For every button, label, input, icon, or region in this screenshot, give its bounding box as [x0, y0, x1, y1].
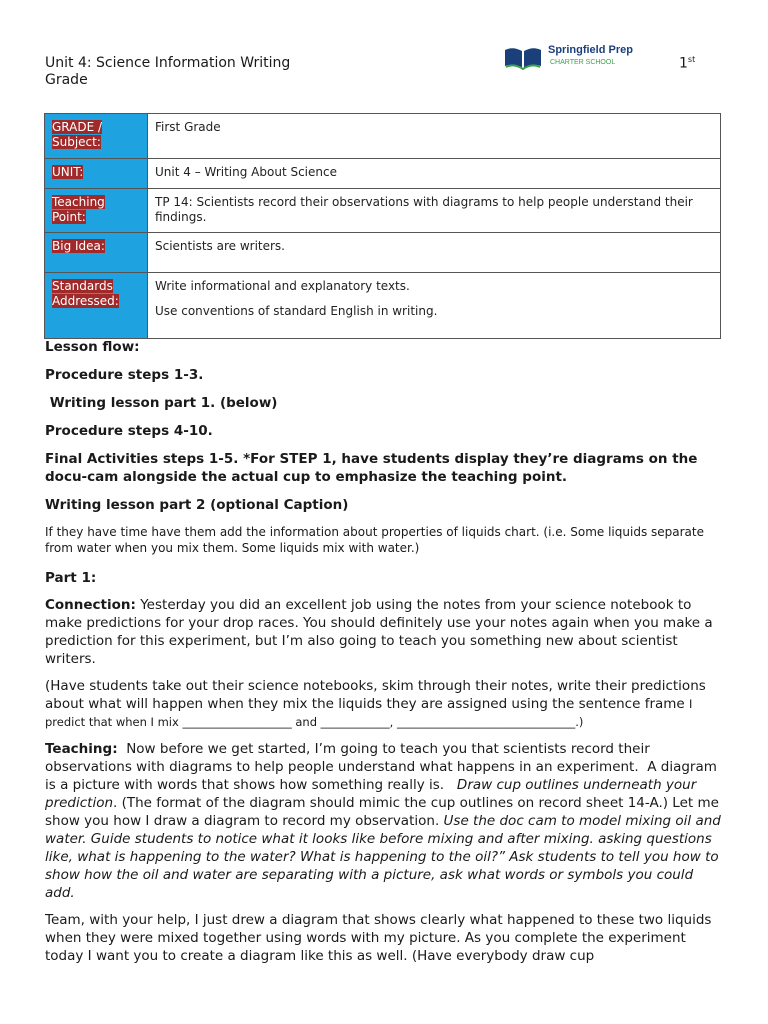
lesson-info-table	[44, 113, 721, 339]
row-value: Unit 4 – Writing About Science	[148, 159, 721, 189]
teaching-paragraph	[45, 740, 725, 902]
row-value: Scientists are writers.	[148, 233, 721, 273]
teaching-italic-1: Draw cup outlines underneath your prediction	[45, 777, 697, 811]
writing-lesson-2: Writing lesson part 2 (optional Caption)	[45, 497, 349, 513]
grade-suffix: st	[687, 55, 696, 64]
row-label: UNIT:	[52, 165, 84, 179]
table-row	[45, 273, 721, 339]
open-book-icon	[503, 46, 543, 70]
grade-number: 1	[679, 55, 688, 72]
table-row	[45, 233, 721, 273]
document-title	[45, 55, 345, 89]
standard-line: Write informational and explanatory texts.	[155, 279, 410, 293]
row-value: First Grade	[148, 114, 721, 159]
sentence-frame: I predict that when I mix ___________________ and ____________, _______________________________.)	[45, 697, 693, 729]
procedure-steps-2: Procedure steps 4-10.	[45, 423, 213, 439]
teaching-text-1: Now before we get started, I’m going to teach you that scientists record their observations with diagrams to help people understand what happens in an experiment. A diagram is a picture with words that shows how something really is.	[45, 741, 722, 793]
title-line-1: Unit 4: Science Information Writing	[45, 55, 291, 71]
procedure-steps-1: Procedure steps 1-3.	[45, 367, 204, 383]
lesson-flow-heading: Lesson flow:	[45, 339, 140, 355]
connection-paragraph	[45, 596, 725, 668]
row-label: GRADE / Subject:	[52, 120, 103, 149]
row-label: Big Idea:	[52, 239, 105, 253]
table-row	[45, 114, 721, 159]
table-row	[45, 189, 721, 233]
team-paragraph: Team, with your help, I just drew a diagram that shows clearly what happened to these two liquids when they were mixed together using words with my picture. As you complete the experiment today I want you to create a diagram like this as well. (Have everybody draw cup	[45, 912, 712, 964]
teaching-italic-2: Use the doc cam to model mixing oil and water. Guide students to notice what it looks like before mixing and after mixing. asking questions like, what is happening to the water? What is happening to the oil?” Ask students to tell you how to show how the oil and water are separating with a picture, ask what words or symbols you could add.	[45, 813, 721, 901]
row-label: Standards Addressed:	[52, 279, 119, 308]
lesson-body	[45, 338, 725, 965]
title-line-2: Grade	[45, 72, 88, 88]
logo-name: Springfield Prep	[548, 44, 633, 56]
part-1-heading: Part 1:	[45, 570, 97, 586]
grade-label	[679, 55, 695, 72]
teaching-text-2: . (The format of the diagram should mimic the cup outlines on record sheet 14-A.) Let me show you how I draw a diagram to record my observation.	[45, 795, 719, 829]
teaching-label: Teaching:	[45, 741, 118, 757]
instruction-text: (Have students take out their science notebooks, skim through their notes, write their predictions about what will happen when they mix the liquids they are assigned using the sentence frame	[45, 678, 706, 712]
row-label: Teaching Point:	[52, 195, 105, 224]
standard-line: Use conventions of standard English in writing.	[155, 304, 438, 318]
optional-note: If they have time have them add the information about properties of liquids chart. (i.e. Some liquids separate from water when you mix them. Some liquids mix with water.)	[45, 525, 704, 555]
writing-lesson-1: Writing lesson part 1. (below)	[45, 395, 278, 411]
connection-label: Connection:	[45, 597, 136, 613]
instruction-paragraph	[45, 677, 725, 731]
school-logo	[503, 44, 663, 72]
row-value: TP 14: Scientists record their observations with diagrams to help people understand their findings.	[148, 189, 721, 233]
logo-subtitle: CHARTER SCHOOL	[550, 59, 616, 66]
final-activities: Final Activities steps 1-5. *For STEP 1, have students display they’re diagrams on the docu-cam alongside the actual cup to emphasize the teaching point.	[45, 451, 698, 485]
connection-text: Yesterday you did an excellent job using the notes from your science notebook to make predictions for your drop races. You should definitely use your notes again when you make a prediction for this experiment, but I’m also going to teach you something new about scientist writers.	[45, 597, 713, 667]
table-row	[45, 159, 721, 189]
